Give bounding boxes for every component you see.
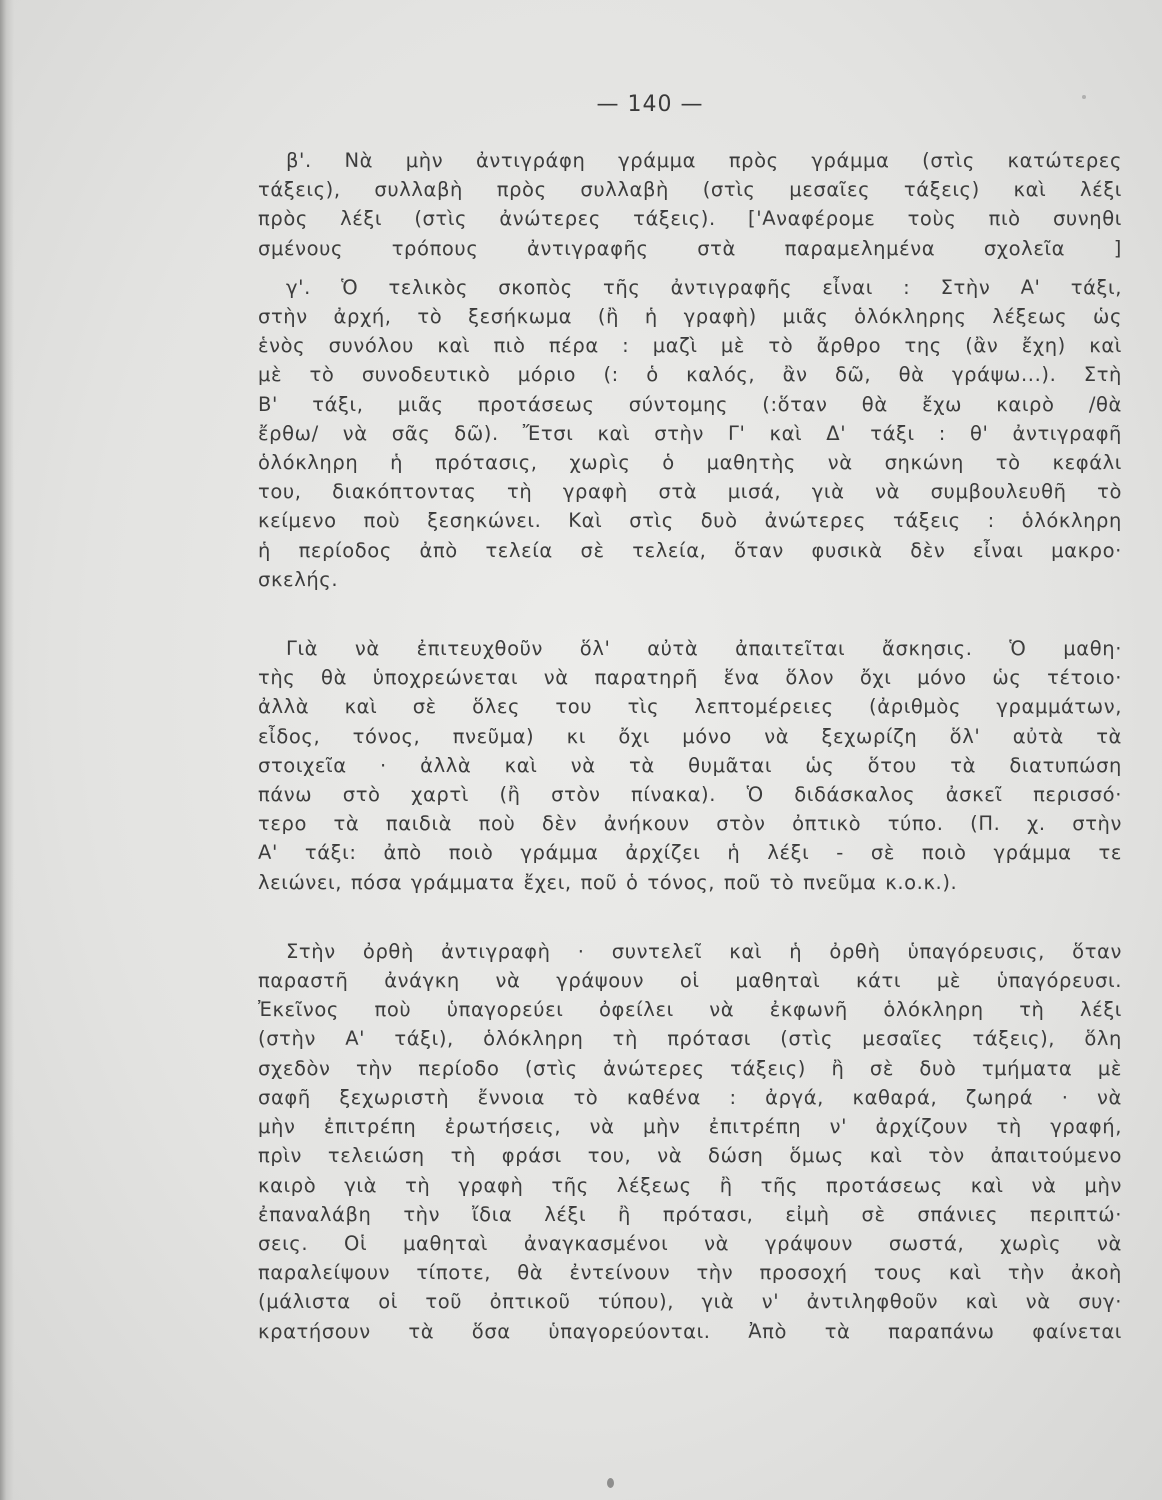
ink-speck [1082, 95, 1086, 99]
paragraph-dictation [258, 937, 1122, 1346]
text-line: ἔρθω/ νὰ σᾶς δῶ). Ἔτσι καὶ στὴν Γ' καὶ Δ' τάξι : θ' ἀντιγραφῆ [258, 421, 1122, 445]
text-line: σαφῆ ξεχωριστὴ ἔννοια τὸ καθένα : ἀργά, καθαρά, ζωηρά · νὰ [258, 1085, 1122, 1109]
text-line: Α' τάξι: ἀπὸ ποιὸ γράμμα ἀρχίζει ἡ λέξι - σὲ ποιὸ γράμμα τε [258, 841, 1122, 865]
text-line: σεις. Οἱ μαθηταὶ ἀναγκασμένοι νὰ γράψουν σωστά, χωρὶς νὰ [258, 1231, 1122, 1255]
paragraph-gamma [258, 273, 1122, 594]
text-line: Ἐκεῖνος ποὺ ὑπαγορεύει ὀφείλει νὰ ἐκφωνῆ ὁλόκληρη τὴ λέξι [258, 998, 1122, 1022]
paragraph-beta [258, 146, 1122, 263]
text-line: σχεδὸν τὴν περίοδο (στὶς ἀνώτερες τάξεις) ἢ σὲ δυὸ τμήματα μὲ [258, 1056, 1122, 1080]
text-line: παραλείψουν τίποτε, θὰ ἐντείνουν τὴν προσοχή τους καὶ τὴν ἀκοὴ [258, 1261, 1122, 1285]
page-number: — 140 — [596, 92, 704, 117]
text-line: μὴν ἐπιτρέπη ἐρωτήσεις, νὰ μὴν ἐπιτρέπη ν' ἀρχίζουν τὴ γραφή, [258, 1115, 1122, 1139]
text-line: στὴν ἀρχή, τὸ ξεσήκωμα (ἢ ἡ γραφὴ) μιᾶς ὁλόκληρης λέξεως ὡς [258, 305, 1122, 329]
text-line: σκελής. [258, 567, 339, 591]
page-body [258, 146, 1122, 1346]
ink-speck [607, 1478, 614, 1488]
text-line: γ'. Ὁ τελικὸς σκοπὸς τῆς ἀντιγραφῆς εἶναι : Στὴν Α' τάξι, [286, 275, 1122, 299]
text-line: τὴς θὰ ὑποχρεώνεται νὰ παρατηρῆ ἕνα ὅλον ὄχι μόνο ὡς τέτοιο· [258, 666, 1122, 690]
text-line: ἑνὸς συνόλου καὶ πιὸ πέρα : μαζὶ μὲ τὸ ἄρθρο της (ἂν ἔχη) καὶ [258, 334, 1122, 358]
text-line: εἶδος, τόνος, πνεῦμα) κι ὄχι μόνο νὰ ξεχωρίζη ὅλ' αὐτὰ τὰ [258, 724, 1122, 748]
text-line: παραστῆ ἀνάγκη νὰ γράψουν οἱ μαθηταὶ κάτι μὲ ὑπαγόρευσι. [258, 969, 1122, 993]
text-line: κρατήσουν τὰ ὅσα ὑπαγορεύονται. Ἀπὸ τὰ παραπάνω φαίνεται [258, 1319, 1122, 1343]
text-line: πρὸς λέξι (στὶς ἀνώτερες τάξεις). ['Αναφέρομε τοὺς πιὸ συνηθι [258, 207, 1122, 231]
text-line: κείμενο ποὺ ξεσηκώνει. Καὶ στὶς δυὸ ἀνώτερες τάξεις : ὁλόκληρη [258, 509, 1122, 533]
text-line: ὁλόκληρη ἡ πρότασις, χωρὶς ὁ μαθητὴς νὰ σηκώνη τὸ κεφάλι [258, 451, 1122, 475]
text-line: (μάλιστα οἱ τοῦ ὀπτικοῦ τύπου), γιὰ ν' ἀντιληφθοῦν καὶ νὰ συγ· [258, 1290, 1122, 1314]
text-line: σμένους τρόπους ἀντιγραφῆς στὰ παραμελημένα σχολεῖα ] [258, 236, 1122, 260]
text-line: μὲ τὸ συνοδευτικὸ μόριο (: ὁ καλός, ἂν δῶ, θὰ γράψω...). Στὴ [258, 363, 1122, 387]
text-line: Στὴν ὀρθὴ ἀντιγραφὴ · συντελεῖ καὶ ἡ ὀρθὴ ὑπαγόρευσις, ὅταν [286, 939, 1122, 963]
text-line: πάνω στὸ χαρτὶ (ἢ στὸν πίνακα). Ὁ διδάσκαλος ἀσκεῖ περισσό· [258, 783, 1122, 807]
text-line: ἡ περίοδος ἀπὸ τελεία σὲ τελεία, ὅταν φυσικὰ δὲν εἶναι μακρο· [258, 538, 1122, 562]
text-line: τερο τὰ παιδιὰ ποὺ δὲν ἀνήκουν στὸν ὀπτικὸ τύπο. (Π. χ. στὴν [258, 812, 1122, 836]
text-line: (στὴν Α' τάξι), ὁλόκληρη τὴ πρότασι (στὶς μεσαῖες τάξεις), ὅλη [258, 1027, 1122, 1051]
text-line: ἐπαναλάβη τὴν ἴδια λέξι ἢ πρότασι, εἰμὴ σὲ σπάνιες περιπτώ· [258, 1202, 1122, 1226]
text-line: του, διακόπτοντας τὴ γραφὴ στὰ μισά, γιὰ νὰ συμβουλευθῆ τὸ [258, 480, 1122, 504]
text-line: πρὶν τελειώση τὴ φράσι του, νὰ δώση ὅμως καὶ τὸν ἀπαιτούμενο [258, 1144, 1122, 1168]
page-edge-shadow [0, 0, 14, 1500]
text-line: ἀλλὰ καὶ σὲ ὅλες του τὶς λεπτομέρειες (ἀριθμὸς γραμμάτων, [258, 695, 1122, 719]
text-line: καιρὸ γιὰ τὴ γραφὴ τῆς λέξεως ἢ τῆς προτάσεως καὶ νὰ μὴν [258, 1173, 1122, 1197]
text-line: στοιχεῖα · ἀλλὰ καὶ νὰ τὰ θυμᾶται ὡς ὅτου τὰ διατυπώση [258, 753, 1122, 777]
text-line: Γιὰ νὰ ἐπιτευχθοῦν ὅλ' αὐτὰ ἀπαιτεῖται ἄσκησις. Ὁ μαθη· [286, 637, 1122, 661]
text-line: β'. Νὰ μὴν ἀντιγράφη γράμμα πρὸς γράμμα (στὶς κατώτερες [286, 149, 1122, 172]
paragraph-exercise [258, 634, 1122, 897]
text-line: τάξεις), συλλαβὴ πρὸς συλλαβὴ (στὶς μεσαῖες τάξεις) καὶ λέξι [258, 178, 1122, 202]
text-line: Β' τάξι, μιᾶς προτάσεως σύντομης (:ὅταν θὰ ἔχω καιρὸ /θὰ [258, 392, 1122, 416]
text-line: λειώνει, πόσα γράμματα ἔχει, ποῦ ὁ τόνος, ποῦ τὸ πνεῦμα κ.ο.κ.). [258, 870, 958, 894]
